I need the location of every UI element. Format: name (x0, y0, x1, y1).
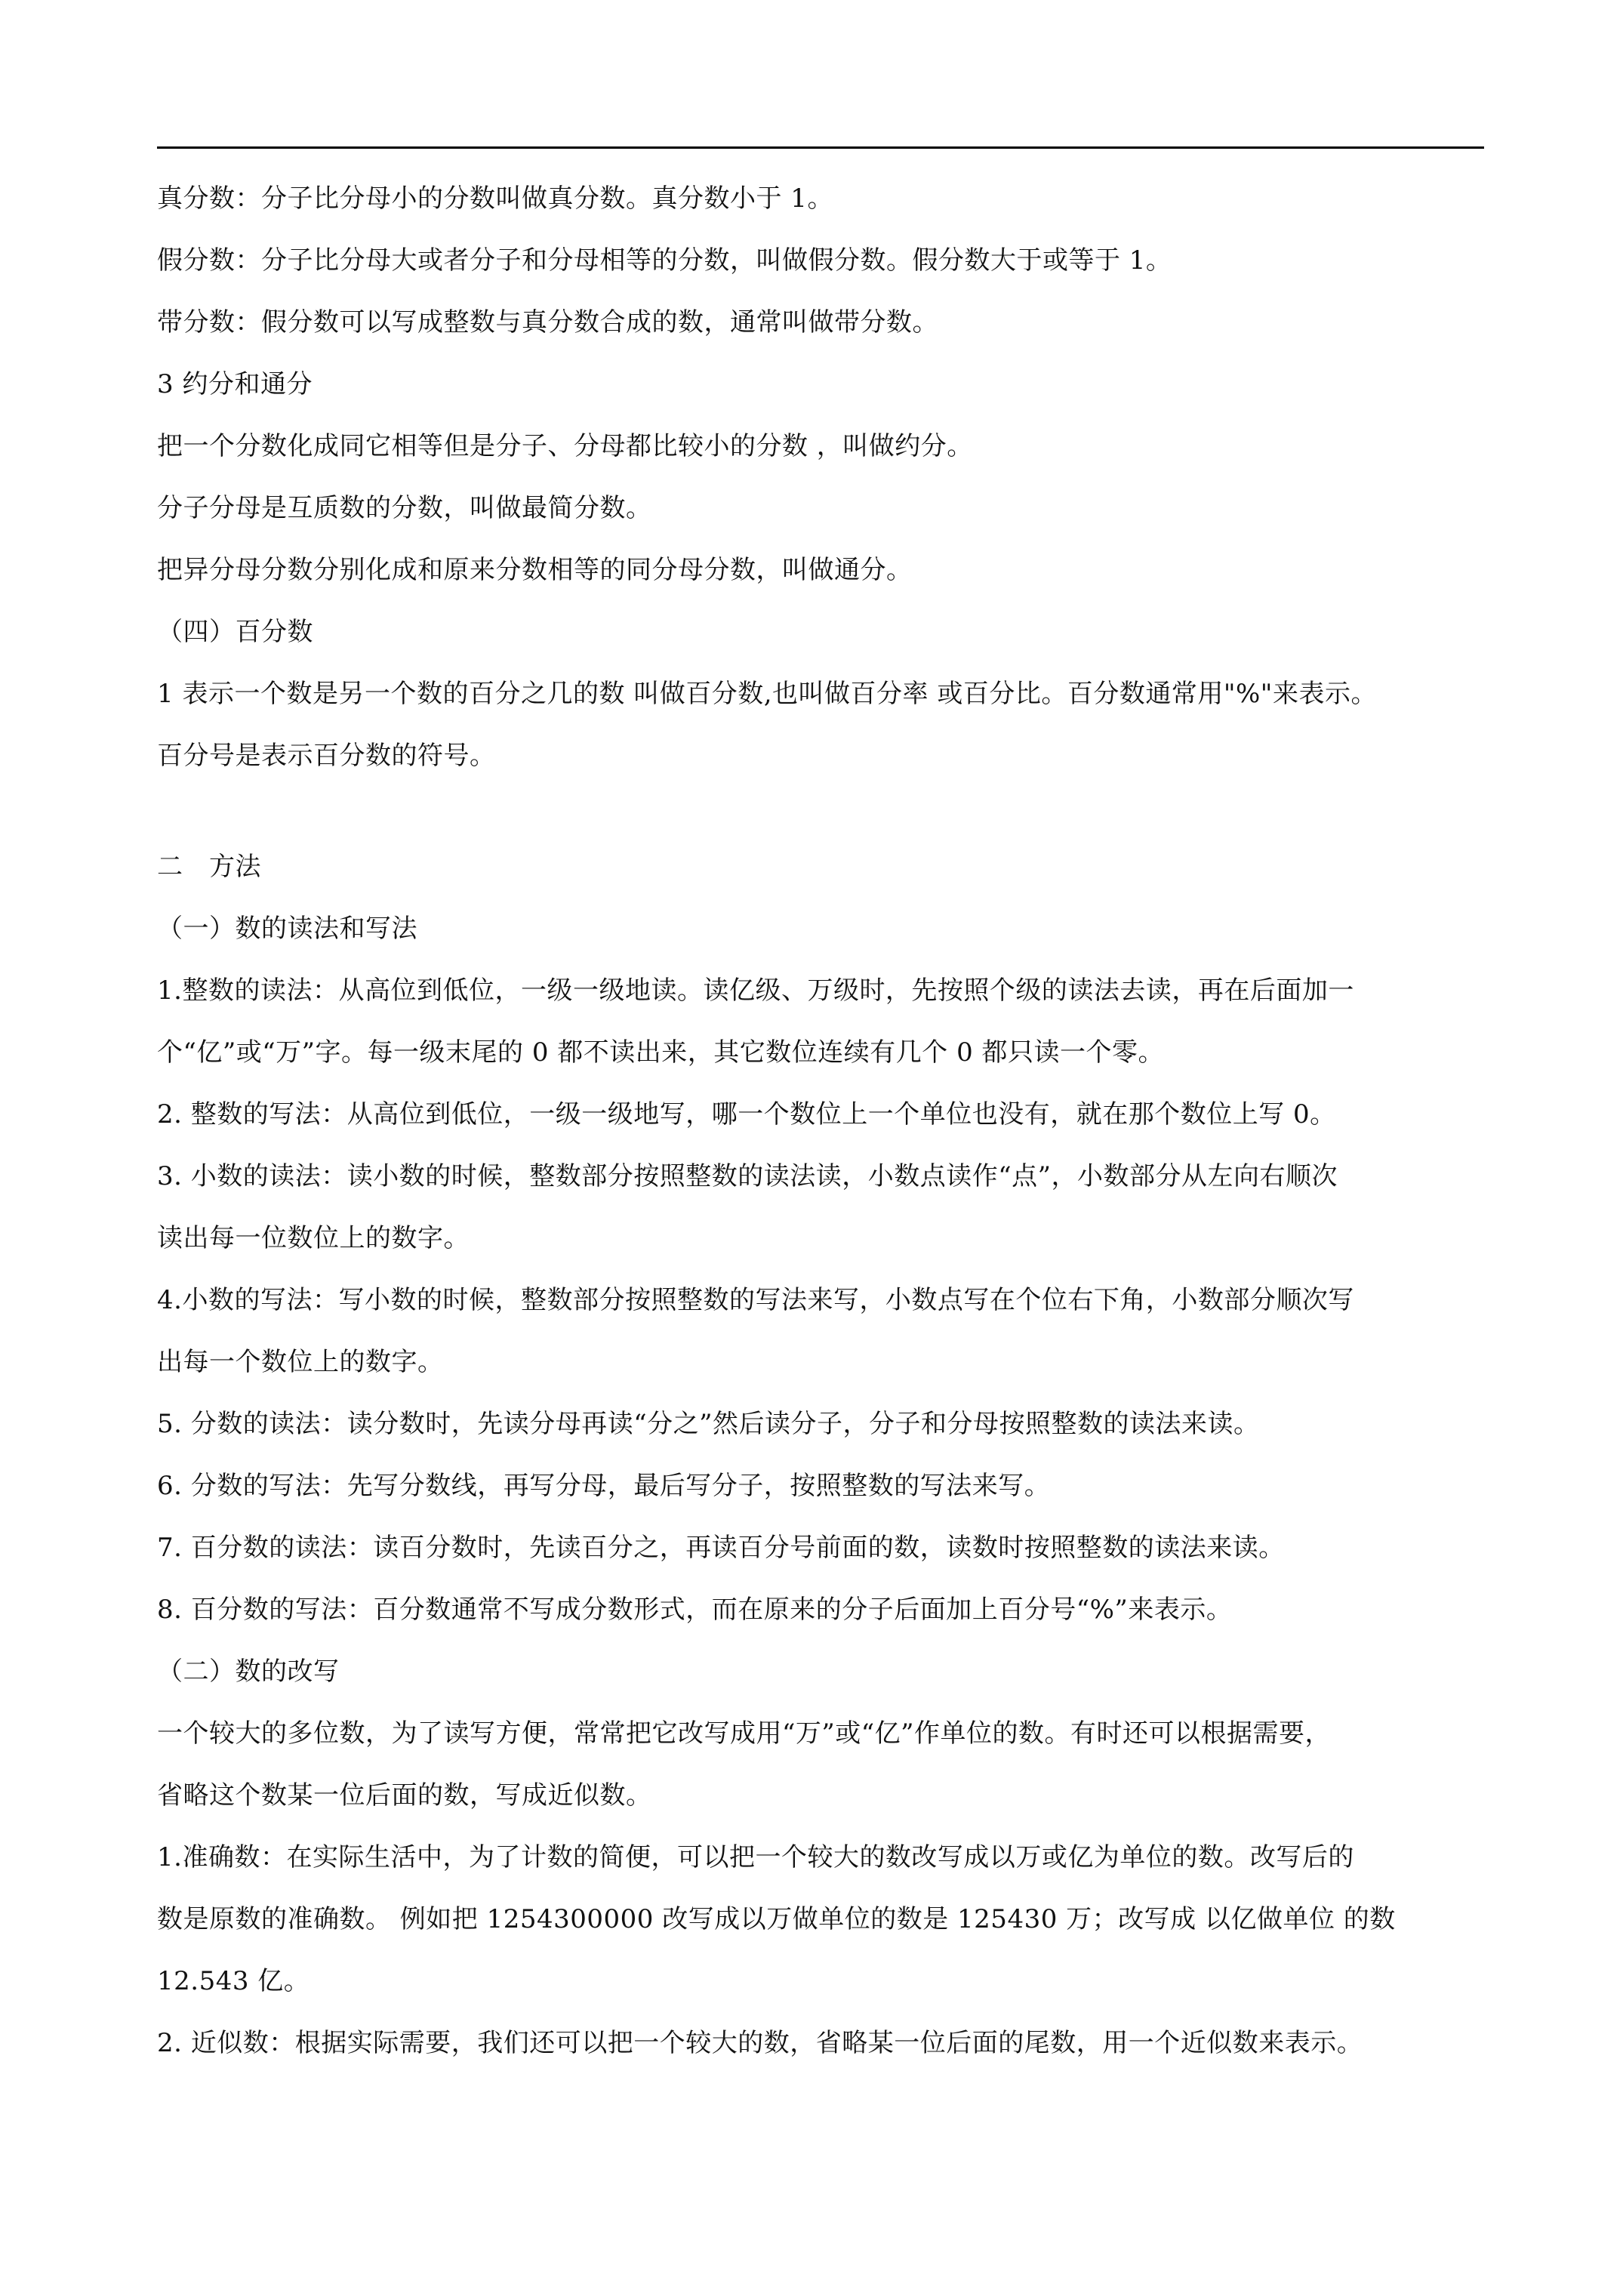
paragraph-line: 6. 分数的写法：先写分数线，再写分母，最后写分子，按照整数的写法来写。 (157, 1471, 1051, 1501)
paragraph-line: 2. 近似数：根据实际需要，我们还可以把一个较大的数，省略某一位后面的尾数，用一个近似数来表示。 (157, 2028, 1363, 2058)
paragraph-line: 1.准确数：在实际生活中，为了计数的简便，可以把一个较大的数改写成以万或亿为单位的数。改写后的 (157, 1842, 1354, 1872)
paragraph-line: 8. 百分数的写法：百分数通常不写成分数形式，而在原来的分子后面加上百分号“%”来表示。 (157, 1595, 1233, 1625)
paragraph-line: 省略这个数某一位后面的数，写成近似数。 (157, 1780, 652, 1811)
definition-common-denominator: 把异分母分数分别化成和原来分数相等的同分母分数，叫做通分。 (157, 555, 913, 585)
paragraph-line: 7. 百分数的读法：读百分数时，先读百分之，再读百分号前面的数，读数时按照整数的读法来读。 (157, 1533, 1285, 1563)
paragraph-line: 读出每一位数位上的数字。 (157, 1223, 470, 1253)
paragraph-line: 出每一个数位上的数字。 (157, 1347, 444, 1377)
paragraph-line: 数是原数的准确数。 例如把 1254300000 改写成以万做单位的数是 125430 万；改写成 以亿做单位 的数 (157, 1904, 1396, 1934)
subheading-rewrite: （二）数的改写 (157, 1657, 340, 1687)
paragraph-line: 12.543 亿。 (157, 1966, 310, 1996)
paragraph-line: 2. 整数的写法：从高位到低位，一级一级地写，哪一个数位上一个单位也没有，就在那个数位上写 0。 (157, 1099, 1336, 1130)
paragraph-line: 个“亿”或“万”字。每一级末尾的 0 都不读出来，其它数位连续有几个 0 都只读一个零。 (157, 1037, 1165, 1068)
definition-percent-sign: 百分号是表示百分数的符号。 (157, 741, 496, 771)
paragraph-line: 4.小数的写法：写小数的时候，整数部分按照整数的写法来写，小数点写在个位右下角，小数部分顺次写 (157, 1285, 1354, 1315)
paragraph-line: 3. 小数的读法：读小数的时候，整数部分按照整数的读法读，小数点读作“点”，小数部分从左向右顺次 (157, 1161, 1338, 1191)
definition-improper-fraction: 假分数：分子比分母大或者分子和分母相等的分数，叫做假分数。假分数大于或等于 1。 (157, 245, 1172, 276)
paragraph-line: 一个较大的多位数，为了读写方便，常常把它改写成用“万”或“亿”作单位的数。有时还可以根据需要， (157, 1718, 1332, 1749)
header-rule (157, 146, 1484, 149)
definition-proper-fraction: 真分数：分子比分母小的分数叫做真分数。真分数小于 1。 (157, 183, 833, 214)
paragraph-line: 5. 分数的读法：读分数时，先读分母再读“分之”然后读分子，分子和分母按照整数的读法来读。 (157, 1409, 1260, 1439)
heading-percent: （四）百分数 (157, 617, 313, 647)
definition-simplest-fraction: 分子分母是互质数的分数，叫做最简分数。 (157, 493, 652, 523)
heading-methods: 二 方法 (157, 852, 261, 882)
heading-reduce-and-common-denominator: 3 约分和通分 (157, 369, 313, 399)
definition-mixed-number: 带分数：假分数可以写成整数与真分数合成的数，通常叫做带分数。 (157, 307, 938, 337)
subheading-read-write: （一）数的读法和写法 (157, 914, 417, 944)
definition-reduce: 把一个分数化成同它相等但是分子、分母都比较小的分数 ，叫做约分。 (157, 431, 973, 461)
document-body (157, 168, 1501, 2074)
paragraph-line: 1.整数的读法：从高位到低位，一级一级地读。读亿级、万级时，先按照个级的读法去读，再在后面加一 (157, 975, 1354, 1006)
section-gap (157, 787, 1501, 836)
definition-percent: 1 表示一个数是另一个数的百分之几的数 叫做百分数,也叫做百分率 或百分比。百分数通常用"%"来表示。 (157, 679, 1377, 709)
